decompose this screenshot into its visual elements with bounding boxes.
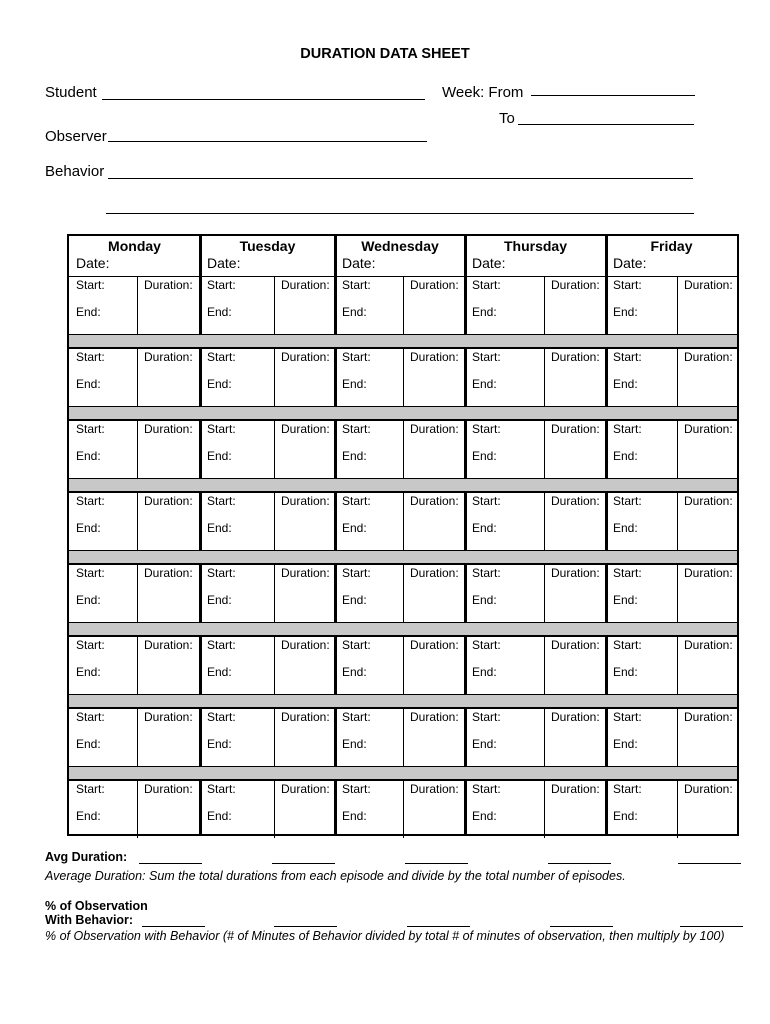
- start-label: Start:: [613, 422, 642, 436]
- start-label: Start:: [76, 422, 105, 436]
- duration-input[interactable]: [545, 565, 603, 621]
- start-time-input[interactable]: [607, 493, 676, 519]
- start-label: Start:: [342, 278, 371, 292]
- start-label: Start:: [342, 422, 371, 436]
- duration-input[interactable]: [275, 637, 332, 693]
- duration-label: Duration:: [410, 710, 459, 724]
- start-label: Start:: [76, 566, 105, 580]
- behavior-label: Behavior: [45, 163, 105, 180]
- duration-label: Duration:: [551, 638, 600, 652]
- duration-label: Duration:: [551, 782, 600, 796]
- start-time-input[interactable]: [70, 637, 136, 663]
- duration-input[interactable]: [545, 709, 603, 765]
- end-time-input[interactable]: [201, 448, 273, 476]
- start-time-input[interactable]: [607, 565, 676, 591]
- duration-input[interactable]: [678, 277, 734, 333]
- start-time-input[interactable]: [466, 421, 543, 447]
- end-time-input[interactable]: [466, 448, 543, 476]
- start-time-input[interactable]: [70, 493, 136, 519]
- duration-label: Duration:: [551, 350, 600, 364]
- end-label: End:: [472, 377, 497, 391]
- row-separator-band: [69, 622, 737, 636]
- duration-label: Duration:: [410, 782, 459, 796]
- end-label: End:: [342, 305, 367, 319]
- end-time-input[interactable]: [201, 592, 273, 620]
- start-label: Start:: [613, 350, 642, 364]
- start-label: Start:: [342, 494, 371, 508]
- start-label: Start:: [472, 278, 501, 292]
- start-label: Start:: [472, 638, 501, 652]
- row-separator-band: [69, 766, 737, 780]
- duration-input[interactable]: [545, 421, 603, 477]
- start-time-input[interactable]: [466, 493, 543, 519]
- day-date-label: Date:: [76, 255, 110, 271]
- end-label: End:: [613, 449, 638, 463]
- duration-label: Duration:: [281, 494, 330, 508]
- end-time-input[interactable]: [607, 736, 676, 764]
- end-time-input[interactable]: [607, 304, 676, 332]
- student-label: Student: [45, 84, 97, 101]
- duration-input[interactable]: [404, 781, 462, 837]
- end-label: End:: [342, 521, 367, 535]
- start-label: Start:: [207, 566, 236, 580]
- start-time-input[interactable]: [201, 421, 273, 447]
- end-time-input[interactable]: [70, 664, 136, 692]
- start-time-input[interactable]: [466, 781, 543, 807]
- avg-duration-label: Avg Duration:: [45, 850, 128, 864]
- duration-label: Duration:: [144, 350, 193, 364]
- duration-label: Duration:: [144, 278, 193, 292]
- end-label: End:: [342, 593, 367, 607]
- start-time-input[interactable]: [336, 565, 402, 591]
- start-time-input[interactable]: [607, 349, 676, 375]
- duration-label: Duration:: [281, 422, 330, 436]
- duration-label: Duration:: [684, 782, 733, 796]
- start-time-input[interactable]: [466, 277, 543, 303]
- avg-wednesday-field[interactable]: [405, 863, 468, 864]
- start-time-input[interactable]: [336, 277, 402, 303]
- end-time-input[interactable]: [466, 664, 543, 692]
- row-separator-band: [69, 550, 737, 564]
- end-time-input[interactable]: [607, 808, 676, 836]
- end-label: End:: [76, 809, 101, 823]
- end-label: End:: [207, 665, 232, 679]
- duration-label: Duration:: [144, 710, 193, 724]
- duration-input[interactable]: [678, 709, 734, 765]
- start-label: Start:: [207, 422, 236, 436]
- duration-label: Duration:: [551, 494, 600, 508]
- end-label: End:: [342, 737, 367, 751]
- end-time-input[interactable]: [336, 520, 402, 548]
- end-time-input[interactable]: [70, 520, 136, 548]
- start-label: Start:: [207, 710, 236, 724]
- start-label: Start:: [472, 422, 501, 436]
- end-time-input[interactable]: [607, 592, 676, 620]
- start-label: Start:: [613, 710, 642, 724]
- duration-label: Duration:: [281, 566, 330, 580]
- end-label: End:: [472, 665, 497, 679]
- duration-input[interactable]: [138, 565, 197, 621]
- start-label: Start:: [76, 782, 105, 796]
- start-label: Start:: [342, 638, 371, 652]
- day-date-label: Date:: [342, 255, 376, 271]
- start-time-input[interactable]: [201, 493, 273, 519]
- duration-label: Duration:: [684, 350, 733, 364]
- start-time-input[interactable]: [201, 565, 273, 591]
- start-label: Start:: [207, 350, 236, 364]
- duration-label: Duration:: [281, 638, 330, 652]
- duration-input[interactable]: [678, 493, 734, 549]
- duration-label: Duration:: [410, 566, 459, 580]
- end-time-input[interactable]: [336, 448, 402, 476]
- duration-input[interactable]: [275, 349, 332, 405]
- start-time-input[interactable]: [466, 565, 543, 591]
- end-label: End:: [613, 593, 638, 607]
- start-label: Start:: [613, 782, 642, 796]
- end-time-input[interactable]: [336, 304, 402, 332]
- start-time-input[interactable]: [466, 349, 543, 375]
- end-time-input[interactable]: [607, 520, 676, 548]
- end-label: End:: [472, 449, 497, 463]
- start-label: Start:: [472, 350, 501, 364]
- pct-wednesday-field[interactable]: [407, 926, 470, 927]
- duration-input[interactable]: [404, 565, 462, 621]
- end-label: End:: [472, 593, 497, 607]
- end-label: End:: [342, 449, 367, 463]
- start-label: Start:: [76, 638, 105, 652]
- day-header-wednesday: Wednesday: [361, 238, 439, 254]
- duration-input[interactable]: [678, 781, 734, 837]
- start-label: Start:: [207, 782, 236, 796]
- start-time-input[interactable]: [201, 781, 273, 807]
- row-separator-band: [69, 406, 737, 420]
- day-date-label: Date:: [207, 255, 241, 271]
- duration-input[interactable]: [678, 637, 734, 693]
- end-label: End:: [207, 521, 232, 535]
- pct-friday-field[interactable]: [680, 926, 743, 927]
- behavior-field[interactable]: [108, 178, 693, 179]
- duration-input[interactable]: [545, 781, 603, 837]
- start-time-input[interactable]: [607, 277, 676, 303]
- duration-input[interactable]: [545, 277, 603, 333]
- duration-input[interactable]: [404, 277, 462, 333]
- duration-label: Duration:: [144, 422, 193, 436]
- end-label: End:: [613, 665, 638, 679]
- start-time-input[interactable]: [201, 349, 273, 375]
- observer-label: Observer: [45, 128, 107, 145]
- end-label: End:: [76, 377, 101, 391]
- duration-input[interactable]: [138, 493, 197, 549]
- duration-label: Duration:: [410, 350, 459, 364]
- duration-input[interactable]: [545, 493, 603, 549]
- start-label: Start:: [207, 278, 236, 292]
- start-label: Start:: [342, 782, 371, 796]
- pct-label-line2: With Behavior:: [45, 913, 134, 927]
- start-label: Start:: [342, 350, 371, 364]
- avg-monday-field[interactable]: [139, 863, 202, 864]
- duration-label: Duration:: [410, 278, 459, 292]
- duration-label: Duration:: [684, 494, 733, 508]
- start-label: Start:: [613, 638, 642, 652]
- duration-input[interactable]: [138, 277, 197, 333]
- end-label: End:: [76, 737, 101, 751]
- duration-label: Duration:: [144, 638, 193, 652]
- start-label: Start:: [472, 566, 501, 580]
- end-time-input[interactable]: [70, 808, 136, 836]
- start-time-input[interactable]: [70, 349, 136, 375]
- start-time-input[interactable]: [201, 277, 273, 303]
- pct-note: % of Observation with Behavior (# of Minutes of Behavior divided by total # of minutes of observation, then multiply by 100): [45, 929, 725, 943]
- duration-input[interactable]: [275, 277, 332, 333]
- end-time-input[interactable]: [70, 376, 136, 404]
- day-header-tuesday: Tuesday: [239, 238, 296, 254]
- end-time-input[interactable]: [336, 736, 402, 764]
- start-time-input[interactable]: [70, 565, 136, 591]
- start-time-input[interactable]: [336, 493, 402, 519]
- start-time-input[interactable]: [607, 421, 676, 447]
- end-label: End:: [207, 305, 232, 319]
- pct-label-line1: % of Observation: [45, 899, 148, 913]
- week-from-label: Week: From: [442, 84, 524, 101]
- start-time-input[interactable]: [336, 421, 402, 447]
- duration-label: Duration:: [410, 494, 459, 508]
- start-time-input[interactable]: [607, 637, 676, 663]
- end-time-input[interactable]: [466, 376, 543, 404]
- duration-input[interactable]: [404, 421, 462, 477]
- start-label: Start:: [342, 710, 371, 724]
- duration-input[interactable]: [138, 709, 197, 765]
- end-time-input[interactable]: [336, 592, 402, 620]
- student-field[interactable]: [102, 99, 425, 100]
- end-label: End:: [342, 665, 367, 679]
- week-to-field[interactable]: [518, 124, 694, 125]
- start-time-input[interactable]: [201, 637, 273, 663]
- start-time-input[interactable]: [607, 709, 676, 735]
- end-label: End:: [472, 521, 497, 535]
- end-time-input[interactable]: [70, 304, 136, 332]
- week-from-field[interactable]: [531, 95, 695, 96]
- end-label: End:: [613, 521, 638, 535]
- duration-label: Duration:: [144, 566, 193, 580]
- duration-input[interactable]: [275, 421, 332, 477]
- duration-label: Duration:: [684, 710, 733, 724]
- avg-tuesday-field[interactable]: [272, 863, 335, 864]
- end-time-input[interactable]: [466, 808, 543, 836]
- duration-input[interactable]: [404, 349, 462, 405]
- page-title: DURATION DATA SHEET: [300, 46, 470, 62]
- end-time-input[interactable]: [466, 592, 543, 620]
- duration-input[interactable]: [275, 781, 332, 837]
- duration-input[interactable]: [678, 421, 734, 477]
- end-label: End:: [472, 305, 497, 319]
- end-time-input[interactable]: [201, 736, 273, 764]
- start-label: Start:: [472, 494, 501, 508]
- start-time-input[interactable]: [336, 349, 402, 375]
- day-date-label: Date:: [613, 255, 647, 271]
- duration-label: Duration:: [281, 710, 330, 724]
- end-time-input[interactable]: [466, 304, 543, 332]
- duration-label: Duration:: [551, 278, 600, 292]
- end-label: End:: [207, 737, 232, 751]
- duration-label: Duration:: [144, 782, 193, 796]
- start-time-input[interactable]: [336, 637, 402, 663]
- day-date-label: Date:: [472, 255, 506, 271]
- duration-label: Duration:: [281, 782, 330, 796]
- duration-input[interactable]: [138, 781, 197, 837]
- duration-label: Duration:: [410, 638, 459, 652]
- start-time-input[interactable]: [70, 709, 136, 735]
- end-label: End:: [76, 665, 101, 679]
- end-label: End:: [613, 809, 638, 823]
- end-time-input[interactable]: [607, 376, 676, 404]
- end-label: End:: [76, 521, 101, 535]
- pct-tuesday-field[interactable]: [274, 926, 337, 927]
- start-label: Start:: [472, 710, 501, 724]
- duration-input[interactable]: [678, 565, 734, 621]
- row-separator-band: [69, 334, 737, 348]
- duration-input[interactable]: [138, 421, 197, 477]
- end-label: End:: [342, 809, 367, 823]
- end-time-input[interactable]: [336, 664, 402, 692]
- duration-label: Duration:: [684, 278, 733, 292]
- end-time-input[interactable]: [336, 376, 402, 404]
- duration-input[interactable]: [275, 565, 332, 621]
- row-separator-band: [69, 478, 737, 492]
- duration-label: Duration:: [551, 566, 600, 580]
- start-label: Start:: [613, 566, 642, 580]
- end-time-input[interactable]: [607, 664, 676, 692]
- end-time-input[interactable]: [70, 736, 136, 764]
- end-time-input[interactable]: [607, 448, 676, 476]
- start-time-input[interactable]: [336, 781, 402, 807]
- duration-label: Duration:: [684, 422, 733, 436]
- duration-input[interactable]: [545, 637, 603, 693]
- start-label: Start:: [472, 782, 501, 796]
- end-label: End:: [472, 809, 497, 823]
- duration-label: Duration:: [684, 638, 733, 652]
- duration-input[interactable]: [138, 349, 197, 405]
- duration-label: Duration:: [281, 350, 330, 364]
- end-label: End:: [76, 593, 101, 607]
- end-label: End:: [613, 305, 638, 319]
- start-label: Start:: [76, 350, 105, 364]
- end-time-input[interactable]: [201, 664, 273, 692]
- duration-input[interactable]: [404, 709, 462, 765]
- start-time-input[interactable]: [607, 781, 676, 807]
- duration-label: Duration:: [551, 710, 600, 724]
- end-label: End:: [207, 377, 232, 391]
- duration-grid: [67, 234, 739, 836]
- end-time-input[interactable]: [201, 808, 273, 836]
- duration-label: Duration:: [551, 422, 600, 436]
- end-label: End:: [613, 377, 638, 391]
- duration-label: Duration:: [684, 566, 733, 580]
- avg-thursday-field[interactable]: [548, 863, 611, 864]
- end-label: End:: [207, 449, 232, 463]
- end-label: End:: [76, 449, 101, 463]
- end-time-input[interactable]: [336, 808, 402, 836]
- start-label: Start:: [342, 566, 371, 580]
- row-separator-band: [69, 694, 737, 708]
- duration-input[interactable]: [678, 349, 734, 405]
- day-header-thursday: Thursday: [503, 238, 567, 254]
- pct-monday-field[interactable]: [142, 926, 205, 927]
- behavior-field-line-2[interactable]: [106, 213, 694, 214]
- duration-input[interactable]: [275, 709, 332, 765]
- duration-label: Duration:: [281, 278, 330, 292]
- start-time-input[interactable]: [70, 277, 136, 303]
- to-label: To: [499, 110, 515, 127]
- duration-label: Duration:: [144, 494, 193, 508]
- duration-label: Duration:: [410, 422, 459, 436]
- end-label: End:: [342, 377, 367, 391]
- pct-thursday-field[interactable]: [550, 926, 613, 927]
- day-header-friday: Friday: [650, 238, 693, 254]
- duration-input[interactable]: [404, 637, 462, 693]
- end-time-input[interactable]: [201, 520, 273, 548]
- start-time-input[interactable]: [466, 709, 543, 735]
- end-time-input[interactable]: [201, 376, 273, 404]
- start-time-input[interactable]: [201, 709, 273, 735]
- start-label: Start:: [613, 278, 642, 292]
- start-label: Start:: [76, 710, 105, 724]
- end-time-input[interactable]: [70, 592, 136, 620]
- end-label: End:: [472, 737, 497, 751]
- end-label: End:: [76, 305, 101, 319]
- avg-friday-field[interactable]: [678, 863, 741, 864]
- end-time-input[interactable]: [70, 448, 136, 476]
- start-time-input[interactable]: [336, 709, 402, 735]
- start-time-input[interactable]: [70, 781, 136, 807]
- end-time-input[interactable]: [466, 736, 543, 764]
- end-time-input[interactable]: [201, 304, 273, 332]
- start-label: Start:: [613, 494, 642, 508]
- end-label: End:: [207, 593, 232, 607]
- start-label: Start:: [76, 494, 105, 508]
- duration-input[interactable]: [404, 493, 462, 549]
- avg-duration-note: Average Duration: Sum the total durations from each episode and divide by the total number of episodes.: [45, 869, 626, 883]
- duration-input[interactable]: [275, 493, 332, 549]
- start-time-input[interactable]: [70, 421, 136, 447]
- duration-input[interactable]: [545, 349, 603, 405]
- start-label: Start:: [76, 278, 105, 292]
- start-label: Start:: [207, 638, 236, 652]
- day-header-monday: Monday: [108, 238, 161, 254]
- end-label: End:: [207, 809, 232, 823]
- start-time-input[interactable]: [466, 637, 543, 663]
- duration-input[interactable]: [138, 637, 197, 693]
- end-time-input[interactable]: [466, 520, 543, 548]
- end-label: End:: [613, 737, 638, 751]
- start-label: Start:: [207, 494, 236, 508]
- observer-field[interactable]: [108, 141, 427, 142]
